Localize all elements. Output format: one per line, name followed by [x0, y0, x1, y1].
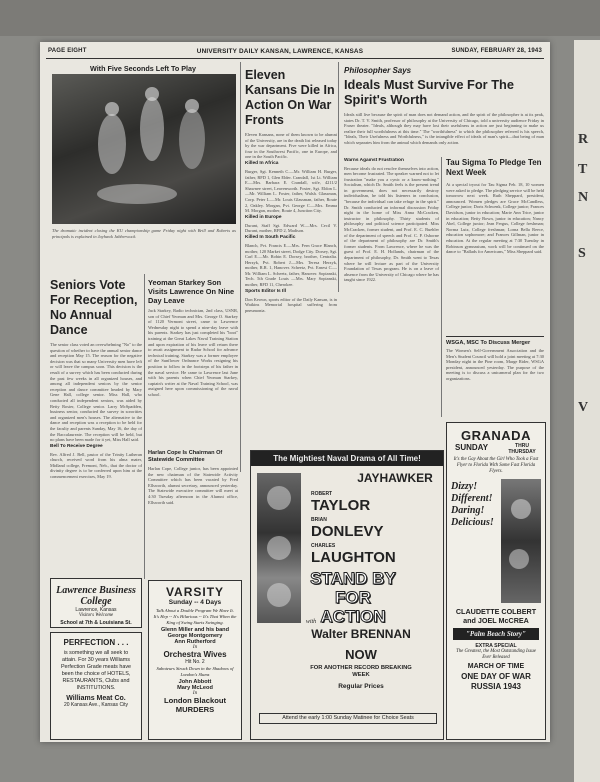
robert-label: ROBERT — [311, 491, 333, 497]
strip-letter: V — [578, 400, 589, 415]
sailor-illustration — [257, 473, 301, 623]
march-of-time: MARCH OF TIME — [467, 663, 525, 670]
starkey-body: Jack Starkey, Radio technician, 2nd class, USNR, son of Chief Yeoman and Mrs. George O. Starkey of 1120 Vermont street, came to Lawrence Wednesday night to spend a nine-day leave with his parents. Starkey has just completed his "boot" training at the Great Lakes Naval Training Station and upon expiration of his leave will return there to await assignment to Radar School for advance technical training. Starkey was a former employee of the Sunflower Ordnance Works resigning his position to follow in the footsteps of his father in the naval service. He came to Lawrence last June with his parents when Chief Yeoman Starkey, captain's writer at the Naval Training School, was assigned here upon commissioning of the naval school. — [148, 308, 238, 397]
laughton-name: LAUGHTON — [311, 549, 396, 566]
granada-extra: EXTRA SPECIAL — [475, 643, 517, 649]
seniors-body — [50, 342, 142, 522]
granada-tagline: It's the Gay About the Girl Who Took a Fast Flyer to Florida With Some Fast Florida Flyers. — [453, 457, 539, 474]
eleven-lead: Eleven Kansans, none of them known to be alumni of the University, are in the death list released today by the war department. Five were killed in Africa, four in the Southwest Pacific, one in Europe, and one in the South Pacific. — [245, 132, 337, 160]
column-rule — [144, 274, 145, 579]
meat-company-name: Williams Meat Co. — [66, 695, 126, 702]
jayhawker-theater: JAYHAWKER — [357, 471, 433, 485]
varsity-blurb-2: Saboteurs Struck Down in the Shadows of London's Slums — [156, 666, 234, 678]
philosopher-kicker: Philosopher Says — [344, 66, 412, 75]
scan-background-top — [0, 0, 600, 36]
now-label: NOW — [345, 647, 377, 662]
granada-days: SUNDAY — [455, 443, 489, 452]
jayhawker-banner: The Mightiest Naval Drama of All Time! — [251, 451, 443, 466]
europe-list: Durant, Staff Sgt. Edward W.—Mrs. Cecil V. Durant, mother, RFD 2, Madison. — [245, 222, 337, 234]
seniors-text: The senior class voted an overwhelming "No" to the question of whether to have the annual senior dance and reception May 15. The reason for the negative decision was that so many University men have left or will leave the campus soon. This decision is the result of a survey which has been conducted during the past few weeks in all organized houses, and among all independent seniors by the senior reception and dance committee headed by Mary Gene Hall, college senior. Miss Hall, who conducted all independent seniors, was aided by Betty Rosier, College senior. Larry McSpadden, business senior, conducted the survey in sororities and organized men's houses. The alternative to the dance and reception was a reception to be held for the faculty and parents Sunday, May 16, the day of the Baccalaureate. The reception will be held, but no plans have been made for it yet, Miss Hall said. — [50, 342, 142, 443]
sports-editor-text: Don Keown, sports editor of the Daily Kansan, is in Watkins Memorial hospital suffering from pneumonia. — [245, 296, 337, 313]
couple-illustration — [501, 479, 541, 603]
sports-editor-subhead: Sports Editor Is Ill — [245, 289, 287, 295]
with-label: with — [305, 619, 317, 625]
column-rule — [441, 157, 442, 417]
record-text: FOR ANOTHER RECORD BREAKING WEEK — [310, 665, 412, 678]
matinee-text: Attend the early 1:00 Sunday Matinee for Choice Seats — [259, 713, 437, 724]
varsity-name: VARSITY — [165, 585, 225, 599]
photo-caption: The dramatic incident closing the KU championship game Friday night with Brill and Roberts as principals is explained in Jayhawk Jabberwock. — [52, 228, 236, 239]
varsity-title-2: London Blackout MURDERS — [163, 695, 226, 714]
meat-company-address: 20 Kansas Ave., Kansas City — [63, 702, 129, 708]
europe-subhead: Killed in Europe — [245, 215, 282, 221]
business-college-welcome: Visitors Welcome — [78, 613, 114, 618]
charles-label: CHARLES — [311, 543, 336, 549]
perfection-title: PERFECTION . . . — [63, 638, 129, 647]
adjacent-page-strip — [574, 40, 600, 782]
granada-name: GRANADA — [461, 428, 531, 443]
granada-stars: CLAUDETTE COLBERT and JOEL McCREA — [455, 607, 537, 625]
varsity-theater-ad — [148, 580, 242, 740]
tausigma-headline: Tau Sigma To Pledge Ten Next Week — [446, 158, 542, 177]
cope-headline: Harlan Cope Is Chairman Of Statewide Committee — [148, 450, 223, 463]
philosopher-text: Because ideals do not resolve themselves into action, men become frustrated. The speaker warned not to let frustration "make you a cynic or a know-nothing." Socialism, which Dr. Smith feels is the present trend in government, does not necessarily destroy individualism, he told his listeners in conclusion, "because the individual can take refuge in the spirit." Dr. Smith conducted an informal discussion Friday night in the home of Miss Anna McCracken, instructor in philosophy. Thirty students of philosophy and political science participated. Miss McCracken, former student, and Prof. E. C. Buehler of the department of speech and Prof. C. P. Osborne of the department of philosophy are Dr. Smith's former students. From Lawrence, where he was the guest of Prof. E. H. Hollands, chairman of the department of philosophy, Dr. Smith went to Texas where he will lecture as part of the University Foundation of Texas program. He is on a leave of absence from the University of Chicago where he has taught since 1922. — [344, 165, 439, 283]
philosopher-lead: Ideals still live because the spirit of man does not demand action, and the spirit of the philosopher is at its peak, states Dr. T. V. Smith, professor of philosophy at the University of Chicago, told a university audience Friday in Fraser theater. "Ideals, although they may have lost their usefulness in action are just beginning to make us realize their full worthfulness at this time." The "worthfulness" to which the philosopher referred is his speech, "Ideals, Their Usefulness and Worthfulness," is the intangible effect of ideals of man's spirit—that being of man which separates him from the animal which demands only action. — [344, 112, 544, 145]
cope-body: Harlan Cope, College junior, has been appointed the new chairman of the Statewide Activity Committee which has been vacated by Fred Ellsworth, alumni secretary, announced yesterday. The Statewide executive committee will meet at 4:30 Tuesday afternoon in the Alumni office, Ellsworth said. — [148, 466, 238, 505]
tausigma-body: At a special tryout for Tau Sigma Feb. 18, 10 women were asked to pledge. The pledging service will be held tomorrow next week. Ruth Sheppard, president, announced. Women pledges are Grace McCandless, College junior; Doris Schwenk, College junior; Frances Davidson, junior in education; Marie Ann Trice, junior in education; Betty Bown, junior in education; Nancy Abel, College junior; Jean Fergus, College freshman; Norma Lutz, College freshman; Lorna Bella Reece, education sophomore; and Frances Gillman, junior in education. At the regular meeting at 7:30 Tuesday in Robinson gymnasium, work will be continued on the dance to "Ballads for Americans," Miss Sheppard said. — [446, 182, 544, 255]
eleven-body — [245, 132, 337, 442]
sailor-portraits — [257, 473, 301, 623]
frustration-subhead: Warns Against Frustration — [344, 158, 404, 163]
varsity-hit: Hit No. 2 — [185, 659, 205, 666]
granada-theater-ad — [446, 422, 546, 740]
varsity-cast-3: Ann Rutherford — [174, 639, 216, 646]
page-number: PAGE EIGHT — [48, 48, 87, 54]
bell-subhead: Bell To Receive Degree — [50, 444, 103, 450]
taylor-name: TAYLOR — [311, 497, 371, 514]
varsity-cast-5: Mary McLeod — [177, 684, 213, 691]
wsga-body: The Women's Self-Government Association and the Men's Student Council will hold a joint meeting at 7:30 Monday night in the Pine room, Marge Rider, WSGA president, announced yesterday. The purpose of the meeting is to discuss a unicameral plan for the two organizations. — [446, 348, 544, 381]
varsity-in-2: In — [192, 690, 198, 696]
brennan-name: Walter BRENNAN — [311, 627, 411, 641]
photo-title: With Five Seconds Left To Play — [89, 64, 197, 73]
russia-title: ONE DAY OF WAR RUSSIA 1943 — [461, 672, 531, 691]
africa-list: Burger, Sgt. Kenneth C.—Mr. William H. Burger, father, RFD 1, Glen Elder. Crandall, 1st Lt. William E.—Mrs. Barbara E. Crandall, wife, 4211/2 Shawnee street, Leavenworth. Foster, Sgt. Eldon L.—Mr. William L. Foster, father, Walsh. Glassman, Corp. Peter L.—Mr. Louis Glassman, father, Route 2, Oakley. Morgan, Pvt. George C.—Mrs. Emma M. Morgan, mother, Route 4, Junction City. — [245, 168, 337, 214]
granada-thru: THRU THURSDAY — [508, 443, 536, 455]
brian-label: BRIAN — [311, 517, 327, 523]
perfection-body: is something we all seek to attain. For 30 years Williams Perfection Grade meats have been the choice of HOTELS, RESTAURANTS, Clubs and INSTITUTIONS. — [60, 650, 132, 691]
eleven-headline: Eleven Kansans Die In Action On War Fronts — [245, 68, 335, 127]
granada-extra-2: The Greatest, the Most Outstanding Issue Ever Released — [456, 649, 536, 660]
basketball-photo — [52, 74, 236, 224]
philosopher-body — [344, 158, 439, 416]
business-college-city: Lawrence, Kansas — [75, 607, 117, 613]
varsity-cast-2: George Montgomery — [167, 633, 223, 640]
players-illustration — [52, 74, 236, 224]
granada-dizzy: Dizzy! Different! Daring! Delicious! — [451, 481, 494, 528]
varsity-days: Sunday -- 4 Days — [168, 599, 222, 606]
wsga-headline: WSGA, MSC To Discuss Merger — [446, 340, 531, 346]
pacific-subhead: Killed In South Pacific — [245, 235, 296, 241]
paper-name: UNIVERSITY DAILY KANSAN, LAWRENCE, KANSAS — [196, 48, 364, 55]
strip-letter: T — [578, 162, 588, 177]
issue-date: SUNDAY, FEBRUARY 28, 1943 — [451, 48, 542, 54]
varsity-cast-4: John Abbott — [178, 678, 212, 685]
starkey-headline: Yeoman Starkey Son Visits Lawrence On Nine Day Leave — [148, 278, 235, 305]
business-college-address: School at 7th & Louisiana St. — [60, 620, 132, 626]
jayhawker-theater-ad — [250, 450, 444, 740]
column-rule — [338, 62, 339, 292]
newspaper-page — [40, 42, 550, 742]
africa-subhead: Killed In Africa — [245, 161, 279, 167]
column-rule — [240, 62, 241, 472]
seniors-headline: Seniors Vote For Reception, No Annual Dance — [50, 278, 138, 337]
philosopher-headline: Ideals Must Survive For The Spirit's Worth — [344, 77, 514, 107]
business-college-ad — [50, 578, 142, 628]
story-rule — [446, 336, 544, 337]
bell-text: Rev. Alfred J. Bell, pastor of the Trinity Lutheran church, received word from his alma mater, Midland college, Fremont, Neb., that the doctor of divinity degree is to be conferred upon him at the commencement exercises, May 19. — [50, 451, 142, 480]
masthead-rule — [46, 58, 544, 59]
williams-meat-ad — [50, 632, 142, 740]
varsity-cast-1: Glenn Miller and his band — [160, 627, 230, 634]
business-college-name: Lawrence Business College — [56, 585, 136, 607]
granada-film-title: "Palm Beach Story" — [453, 628, 539, 640]
strip-letter: N — [578, 190, 589, 205]
varsity-in: In — [192, 645, 198, 651]
strip-letter: S — [578, 246, 586, 261]
granada-portrait — [501, 479, 541, 603]
film-title: STAND BY FOR ACTION — [310, 569, 396, 626]
strip-letter: R — [578, 132, 589, 147]
donlevy-name: DONLEVY — [311, 523, 384, 540]
prices-text: Regular Prices — [338, 683, 384, 690]
varsity-blurb: Talk About a Double Program We Have It. It's Hep -- It's Hilarious -- It's That When the King of Swing Starts Swinging. — [153, 608, 237, 625]
pacific-list: Blanch, Pvt. Francis E.—Mrs. Fern Grace Blanch, mother, 120 Market street, Dodge City. Dorsey, Sgt. Carl E.—Mr. Robin E. Dorsey, brother, Centralia. Herzyk, Pvt. Robert J.—Mrs. Teresa Herzyk, mother, R.R. 1, Hanover. Scheetz, Pvt. Ernest C.—Mr. William L. Scheetz, father, Hanover. Sopianski, Tech. 5th Grade Louis —Mrs. Mary Sopianski, mother, RFD 11, Cherokee. — [245, 242, 337, 288]
varsity-title-1: Orchestra Wives — [163, 650, 227, 660]
